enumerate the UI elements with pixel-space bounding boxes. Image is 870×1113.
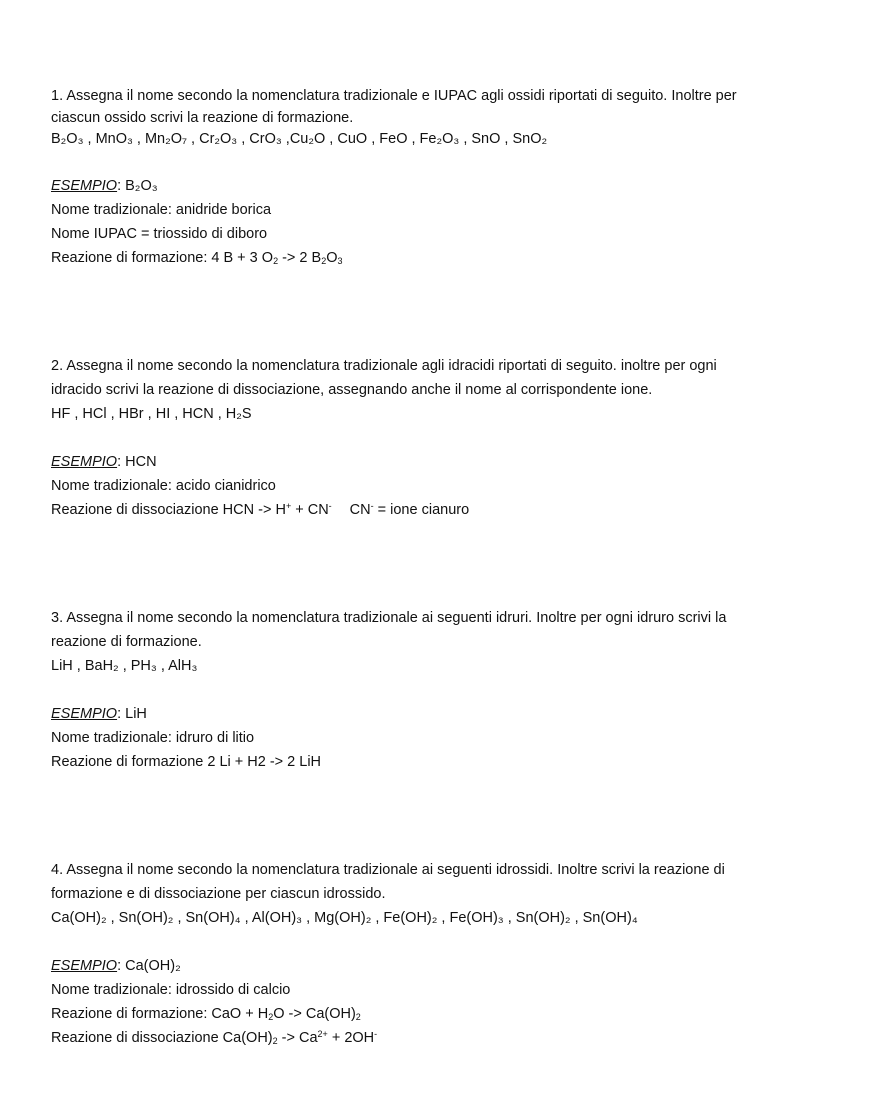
section-idracidi: [51, 354, 831, 522]
reaction-text: O: [326, 250, 338, 266]
section4-formulas: Ca(OH)₂ , Sn(OH)₂ , Sn(OH)₄ , Al(OH)₃ , Mg(OH)₂ , Fe(OH)₂ , Fe(OH)₃ , Sn(OH)₂ , Sn(OH)₄: [51, 910, 638, 926]
section-idruri: [51, 606, 831, 774]
colon: :: [117, 454, 126, 470]
section-idrossidi: [51, 858, 831, 1050]
section1-formation-reaction: [51, 246, 831, 270]
subscript: 3: [337, 256, 343, 266]
section4-traditional-name: Nome tradizionale: idrossido di calcio: [51, 982, 291, 998]
subscript: 2: [273, 256, 279, 266]
section3-formulas: LiH , BaH₂ , PH₃ , AlH₃: [51, 658, 198, 674]
section1-traditional-name: Nome tradizionale: anidride borica: [51, 202, 272, 218]
section2-dissociation-reaction: [51, 498, 831, 522]
reaction-text: O -> Ca(OH): [273, 1006, 356, 1022]
colon: :: [117, 178, 126, 194]
example-formula: Ca(OH)₂: [125, 958, 181, 974]
example-label: ESEMPIO: [51, 454, 118, 470]
colon: :: [117, 706, 126, 722]
section3-prompt-line2: reazione di formazione.: [51, 634, 202, 650]
example-formula: LiH: [125, 706, 147, 722]
reaction-text: + CN: [291, 502, 329, 518]
section4-prompt-line2: formazione e di dissociazione per ciascun idrossido.: [51, 886, 386, 902]
subscript: 2: [355, 1012, 361, 1022]
section-ossidi: [51, 84, 831, 270]
section1-iupac-name: Nome IUPAC = triossido di diboro: [51, 226, 268, 242]
reaction-text: Reazione di dissociazione Ca(OH): [51, 1030, 273, 1046]
example-formula: B₂O₃: [125, 178, 158, 194]
section1-prompt-line2: ciascun ossido scrivi la reazione di formazione.: [51, 110, 354, 126]
section1-example-heading: [51, 174, 831, 198]
example-formula: HCN: [125, 454, 157, 470]
section4-formation-reaction: [51, 1002, 831, 1026]
document-page: [51, 84, 831, 1050]
section2-traditional-name: Nome tradizionale: acido cianidrico: [51, 478, 276, 494]
superscript: -: [374, 1029, 378, 1039]
subscript: 2: [321, 256, 327, 266]
example-label: ESEMPIO: [51, 706, 118, 722]
section4-example-heading: [51, 954, 831, 978]
reaction-text: Reazione di dissociazione HCN -> H: [51, 502, 286, 518]
section3-formation-reaction: Reazione di formazione 2 Li + H2 -> 2 LiH: [51, 754, 322, 770]
reaction-text: Reazione di formazione: 4 B + 3 O: [51, 250, 274, 266]
ion-name: = ione cianuro: [373, 502, 470, 518]
reaction-text: -> Ca: [277, 1030, 318, 1046]
section3-example-heading: [51, 702, 831, 726]
ion-formula: CN: [349, 502, 371, 518]
section4-prompt-line1: 4. Assegna il nome secondo la nomenclatura tradizionale ai seguenti idrossidi. Inoltre scrivi la reazione di: [51, 862, 725, 878]
section2-prompt-line2: idracido scrivi la reazione di dissociazione, assegnando anche il nome al corrispondente ione.: [51, 382, 653, 398]
reaction-text: -> 2 B: [278, 250, 322, 266]
section2-formulas: HF , HCl , HBr , HI , HCN , H₂S: [51, 406, 252, 422]
example-label: ESEMPIO: [51, 178, 118, 194]
example-label: ESEMPIO: [51, 958, 118, 974]
colon: :: [117, 958, 126, 974]
superscript: 2+: [317, 1029, 328, 1039]
reaction-text: + 2OH: [327, 1030, 375, 1046]
section1-formulas: B₂O₃ , MnO₃ , Mn₂O₇ , Cr₂O₃ , CrO₃ ,Cu₂O , CuO , FeO , Fe₂O₃ , SnO , SnO₂: [51, 131, 548, 147]
section3-prompt-line1: 3. Assegna il nome secondo la nomenclatura tradizionale ai seguenti idruri. Inoltre per ogni idruro scrivi la: [51, 610, 727, 626]
section2-prompt-line1: 2. Assegna il nome secondo la nomenclatura tradizionale agli idracidi riportati di seguito. inoltre per ogni: [51, 358, 717, 374]
section1-prompt-line1: 1. Assegna il nome secondo la nomenclatura tradizionale e IUPAC agli ossidi riportati di seguito. Inoltre per: [51, 88, 737, 104]
subscript: 2: [268, 1012, 274, 1022]
section2-example-heading: [51, 450, 831, 474]
superscript: +: [285, 501, 292, 511]
subscript: 2: [272, 1036, 278, 1046]
superscript: -: [328, 501, 332, 511]
reaction-text: Reazione di formazione: CaO + H: [51, 1006, 269, 1022]
section4-dissociation-reaction: [51, 1026, 831, 1050]
superscript: -: [370, 501, 374, 511]
section3-traditional-name: Nome tradizionale: idruro di litio: [51, 730, 255, 746]
